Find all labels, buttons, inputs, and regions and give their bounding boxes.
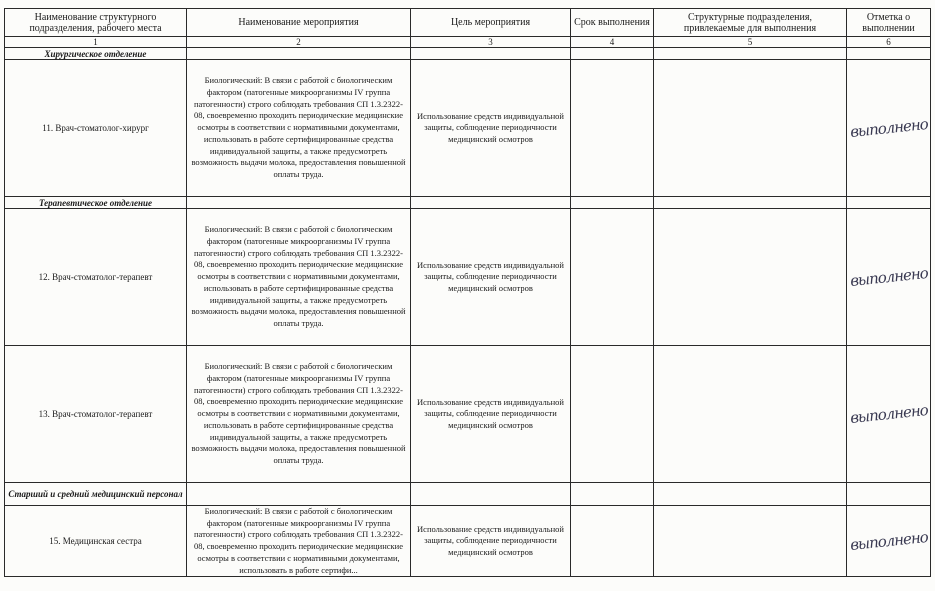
- completion-mark-cell: [847, 60, 931, 197]
- goal-text: Использование средств индивидуальной защиты, соблюдение периодичности медицинский осмотров: [411, 506, 571, 577]
- completion-mark-cell: [847, 506, 931, 577]
- goal-text: Использование средств индивидуальной защиты, соблюдение периодичности медицинский осмотров: [411, 209, 571, 346]
- column-number: 5: [654, 37, 847, 48]
- header-measure: Наименование мероприятия: [187, 9, 411, 37]
- section-title-staff: Старший и средний медицинский персонал: [5, 483, 187, 506]
- involved-units-cell: [654, 60, 847, 197]
- deadline-cell: [571, 60, 654, 197]
- column-number: 3: [411, 37, 571, 48]
- table-row: [5, 209, 931, 346]
- handwritten-signature: выполнено: [849, 114, 929, 141]
- measure-text: Биологический: В связи с работой с биологическим фактором (патогенные микроорганизмы IV группа патогенности) строго соблюдать требования СП 1.3.2322-08, своевременно проходить периодические медицинские осмотры в соответствии с нормативными документами, использовать в работе сертифицированные средства индивидуальной защиты, а также предусмотреть возможность выдачи молока, предоставления повышенной оплаты труда.: [187, 346, 411, 483]
- table-row: [5, 60, 931, 197]
- deadline-cell: [571, 209, 654, 346]
- section-row: [5, 48, 931, 60]
- measure-text: Биологический: В связи с работой с биологическим фактором (патогенные микроорганизмы IV группа патогенности) строго соблюдать требования СП 1.3.2322-08, своевременно проходить периодические медицинские осмотры в соответствии с нормативными документами, использовать в работе сертифицированные средства индивидуальной защиты, а также предусмотреть возможность выдачи молока, предоставления повышенной оплаты труда.: [187, 209, 411, 346]
- header-involved-units: Структурные подразделения, привлекаемые для выполнения: [654, 9, 847, 37]
- handwritten-signature: выполнено: [849, 527, 929, 554]
- table-row: [5, 346, 931, 483]
- handwritten-signature: выполнено: [849, 400, 929, 427]
- workplace-name: 15. Медицинская сестра: [5, 506, 187, 577]
- table-header-row: [5, 9, 931, 37]
- involved-units-cell: [654, 346, 847, 483]
- completion-mark-cell: [847, 346, 931, 483]
- involved-units-cell: [654, 209, 847, 346]
- workplace-name: 12. Врач-стоматолог-терапевт: [5, 209, 187, 346]
- column-number: 1: [5, 37, 187, 48]
- goal-text: Использование средств индивидуальной защиты, соблюдение периодичности медицинский осмотров: [411, 346, 571, 483]
- column-number: 4: [571, 37, 654, 48]
- column-number: 2: [187, 37, 411, 48]
- column-number: 6: [847, 37, 931, 48]
- section-title-surgery: Хирургическое отделение: [5, 48, 187, 60]
- header-completion-mark: Отметка о выполнении: [847, 9, 931, 37]
- workplace-name: 13. Врач-стоматолог-терапевт: [5, 346, 187, 483]
- section-title-therapy: Терапевтическое отделение: [5, 197, 187, 209]
- measures-table: [4, 8, 931, 577]
- handwritten-signature: выполнено: [849, 263, 929, 290]
- column-numbers-row: [5, 37, 931, 48]
- table-row: [5, 506, 931, 577]
- section-row: [5, 197, 931, 209]
- header-goal: Цель мероприятия: [411, 9, 571, 37]
- workplace-name: 11. Врач-стоматолог-хирург: [5, 60, 187, 197]
- measure-text: Биологический: В связи с работой с биологическим фактором (патогенные микроорганизмы IV группа патогенности) строго соблюдать требования СП 1.3.2322-08, своевременно проходить периодические медицинские осмотры в соответствии с нормативными документами, использовать в работе сертифицированные средства индивидуальной защиты, а также предусмотреть возможность выдачи молока, предоставления повышенной оплаты труда.: [187, 60, 411, 197]
- completion-mark-cell: [847, 209, 931, 346]
- header-subdivision: Наименование структурного подразделения, рабочего места: [5, 9, 187, 37]
- measure-text: Биологический: В связи с работой с биологическим фактором (патогенные микроорганизмы IV группа патогенности) строго соблюдать требования СП 1.3.2322-08, своевременно проходить периодические медицинские осмотры в соответствии с нормативными документами, использовать в работе сертифи...: [187, 506, 411, 577]
- deadline-cell: [571, 346, 654, 483]
- section-row: [5, 483, 931, 506]
- header-deadline: Срок выполнения: [571, 9, 654, 37]
- involved-units-cell: [654, 506, 847, 577]
- deadline-cell: [571, 506, 654, 577]
- goal-text: Использование средств индивидуальной защиты, соблюдение периодичности медицинский осмотров: [411, 60, 571, 197]
